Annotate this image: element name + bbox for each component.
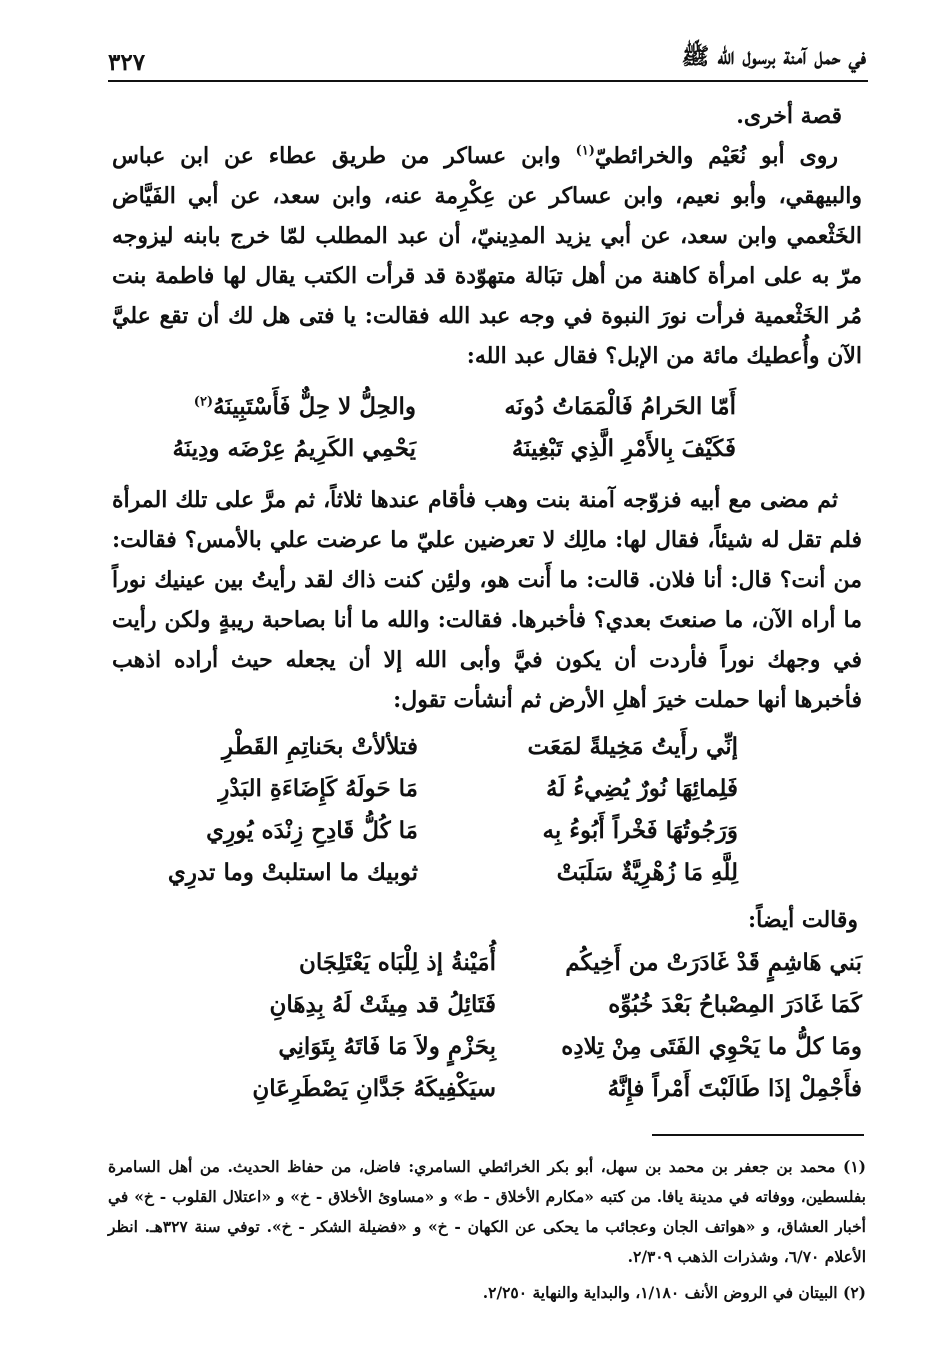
verse-line [112,428,862,470]
verse-line [112,386,862,428]
verse-line [112,852,862,894]
verse-line [112,984,862,1026]
paragraph-1-start: روى أبو نُعَيْم والخرائطيّ [594,143,838,169]
page-number: ٣٢٧ [108,49,146,76]
verse-second-half: يَحْمِي الكَرِيمُ عِرْضَه ودِينَهُ [172,435,416,462]
verse-first-half: فأَجْمِلْ إذَا طَالَبْتَ أَمْراً فإِنَّهُ [607,1075,862,1102]
footnote-2: (٢) البيتان في الروض الأنف ١/١٨٠، والبداية والنهاية ٢/٢٥٠. [482,1283,866,1302]
running-header [108,42,866,76]
verse-second-half: سيَكْفِيكَهُ جَدَّانِ يَصْطَرِعَانِ [252,1075,496,1102]
verse-second-half: فَتَائِلُ قد مِيثَتْ لَهُ بِدِهَانِ [269,991,496,1018]
verse-line [112,1026,862,1068]
section-title: قصة أخرى. [736,103,842,129]
verse-second-half-text: والحِلُّ لا حِلٌّ فَأَسْتَبِينَهُ [213,393,416,420]
verse-first-half: فَكَيْفَ بِالأَمْرِ الَّذِي تَبْغِينَهُ [511,435,736,462]
verse-second-half: مَا كُلُّ قَادِحِ زِنْدَه يُورِي [206,817,418,844]
verse-second-half: مَا حَولَهُ كَإِضَاءَةِ البَدْرِ [218,775,418,802]
verse-second-half: أُمَيْنةُ إذ لِلْبَاه يَعْتَلِجَان [299,949,496,976]
verse-first-half: كَمَا غَادَرَ المِصْباحُ بَعْدَ خُبُوِّه [608,991,862,1018]
paragraph-1 [112,136,862,376]
footnote-rule [652,1134,864,1136]
verse-second-half: ثوبيك ما استلبتْ وما تدرِي [167,859,418,886]
footnotes [108,1152,866,1308]
poem-2 [112,726,862,894]
main-text [112,96,862,1110]
verse-second-half [194,387,436,427]
sub-title: وقالت أيضاً: [748,907,858,933]
verse-line [112,726,862,768]
paragraph-2: ثم مضى مع أبيه فزوّجه آمنة بنت وهب فأقام عندها ثلاثاً، ثم مرَّ على تلك المرأة فلم تقل له شيئاً، فقال لها: مالِك لا تعرضين عليّ ما عرضت علي بالأمس؟ فقالت: من أنت؟ قال: أنا فلان. قالت: ما أَنت هو، ولئِن كنت ذاك لقد رأيتُ بين عينيك نوراً ما أراه الآن، ما صنعتَ بعدي؟ فأخبرها. فقالت: والله ما أنا بصاحبة ريبةٍ ولكن رأيت في وجهك نوراً فأردت أن يكون فيَّ وأبى الله إلا أن يجعله حيث أراده اذهب فأخبرها أنها حملت خيرَ أهلِ الأرض ثم أنشأت تقول: [112,487,862,713]
verse-first-half: وَرَجُوتُهَا فَخْراً أَبُوءُ بِه [542,817,738,844]
poem-1 [112,386,862,470]
verse-line [112,942,862,984]
verse-first-half: ومَا كلُّ ما يَحْوِي الفَتَى مِنْ تِلادِه [561,1033,862,1060]
verse-second-half: بِحَزْمٍ ولاَ مَا فَاتَهُ بِتَوَانِي [278,1033,496,1060]
verse-first-half: إنِّي رأَيتُ مَخِيلةً لمَعَت [527,733,738,760]
verse-line [112,1068,862,1110]
header-rule [108,80,868,82]
verse-line [112,810,862,852]
footnote-ref-1: (١) [575,143,595,159]
paragraph-1-rest: وابن عساكر من طريق عطاء عن ابن عباس والبيهقي، وأبو نعيم، وابن عساكر عن عِكْرِمة عنه، وابن سعد، عن أبي الفَيَّاض الخَثْعمي وابن سعد، عن أبي يزيد المدِينيّ، أن عبد المطلب لمّا خرج بابنه ليزوجه مرّ به على امرأة كاهنة من أهل تبَالة متهوّدة قد قرأت الكتب يقال لها فاطمة بنت مُر الخَثْعمية فرأت نورَ النبوة في وجه عبد الله فقالت: يا فتى هل لك أن تقع عليَّ الآن وأُعطيك مائة من الإبل؟ فقال عبد الله: [112,143,862,369]
verse-second-half: فتلألأتْ بحَناتِمِ القَطْرِ [222,733,418,760]
footnote-ref-2: (٢) [193,394,214,410]
verse-line [112,768,862,810]
verse-first-half: فَلِمائِهَا نُورٌ يُضِيءُ لَهُ [545,775,738,802]
running-title: في حمل آمنة برسول الله ﷺ [681,43,866,70]
verse-first-half: لِلَّهِ مَا زُهْرِيَّةٌ سَلَبَتْ [556,859,738,886]
verse-first-half: بَني هَاشِمٍ قَدْ غَادَرَتْ من أَخِيكُم [565,949,862,976]
verse-first-half: أَمّا الحَرامُ فَالْمَمَاتُ دُونَه [504,393,736,420]
footnote-1: (١) محمد بن جعفر بن محمد بن سهل، أبو بكر الخرائطي السامري: فاضل، من حفاظ الحديث. من أهل السامرة بفلسطين، ووفاته في مدينة يافا. من كتبه «مكارم الأخلاق - ط» و «مساوئ الأخلاق - خ» و «اعتلال القلوب - خ» في أخبار العشاق، و «هواتف الجان وعجائب ما يحكى عن الكهان - خ» و «فضيلة الشكر - خ». توفي سنة ٣٢٧هـ. انظر الأعلام ٦/٧٠، وشذرات الذهب ٢/٣٠٩. [108,1157,866,1266]
poem-3 [112,942,862,1110]
